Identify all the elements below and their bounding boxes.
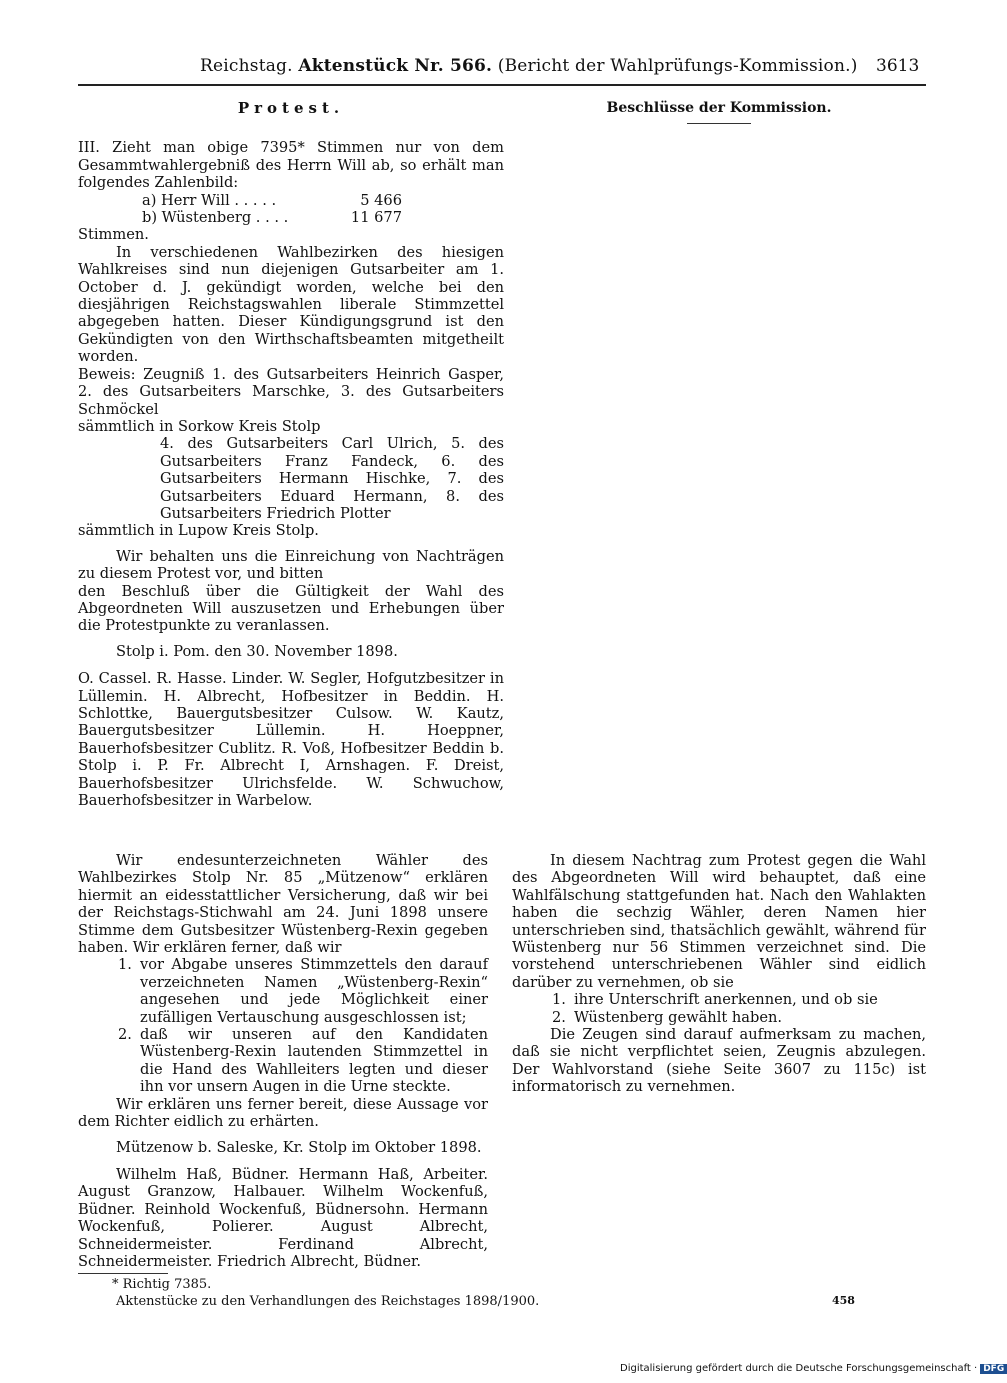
- vote-value: 5 466: [360, 191, 402, 209]
- vote-value: 11 677: [350, 209, 402, 227]
- beweis-1-location: sämmtlich in Sorkow Kreis Stolp: [78, 417, 321, 435]
- stimmen-label: Stimmen.: [78, 226, 149, 244]
- nachtrag-place-date: Mützenow b. Saleske, Kr. Stolp im Oktober 1898.: [116, 1138, 482, 1156]
- header-rule: [78, 84, 926, 86]
- vote-row: [142, 209, 402, 226]
- list-item: [118, 956, 488, 1026]
- nachtrag-eid-paragraph: Wir erklären uns ferner bereit, diese Aussage vor dem Richter eidlich zu erhärten.: [78, 1095, 488, 1131]
- dfg-credit: [620, 1363, 1007, 1374]
- header-suffix: (Bericht der Wahlprüfungs-Kommission.): [492, 56, 858, 76]
- bitten-text: den Beschluß über die Gültigkeit der Wahl des Abgeordneten Will auszusetzen und Erhebungen über die Protestpunkte zu veranlassen.: [78, 582, 504, 635]
- list-text: ihre Unterschrift anerkennen, und ob sie: [574, 991, 878, 1009]
- nachtrag-signatures: Wilhelm Haß, Büdner. Hermann Haß, Arbeiter. August Granzow, Halbauer. Wilhelm Wockenfuß, Büdner. Reinhold Wockenfuß, Büdnersohn. Hermann Wockenfuß, Polierer. August Albrecht, Schneidermeister. Ferdinand Albrecht, Schneidermeister. Friedrich Albrecht, Büdner.: [78, 1165, 488, 1270]
- page-header: [0, 56, 1000, 86]
- page-number: 3613: [876, 56, 920, 76]
- protest-paragraph-nachtraege: Wir behalten uns die Einreichung von Nachträgen zu diesem Protest vor, und bitten: [78, 547, 504, 583]
- header-title: [200, 56, 858, 76]
- sheet-number: 458: [832, 1294, 855, 1307]
- beweis-2-location: sämmtlich in Lupow Kreis Stolp.: [78, 522, 319, 540]
- protest-signatures: O. Cassel. R. Hasse. Linder. W. Segler, Hofgutzbesitzer in Lüllemin. H. Albrecht, Hofbesitzer in Beddin. H. Schlottke, Bauergutsbesitzer Culsow. W. Kautz, Bauergutsbesitzer Lüllemin. H. Hoeppner, Bauerhofsbesitzer Cublitz. R. Voß, Hofbesitzer Beddin b. Stolp i. P. Fr. Albrecht I, Arnshagen. F. Dreist, Bauerhofsbesitzer Ulrichsfelde. W. Schwuchow, Bauerhofsbesitzer in Warbelow.: [78, 670, 504, 810]
- kommission-list: [552, 991, 926, 1026]
- nachtrag-paragraph: Wir endesunterzeichneten Wähler des Wahlbezirkes Stolp Nr. 85 „Mützenow“ erklären hiermit an eidesstattlicher Versicherung, daß wir bei der Reichstags-Stichwahl am 24. Juni 1898 unsere Stimme dem Gutsbesitzer Wüstenberg-Rexin gegeben haben. Wir erklären ferner, daß wir: [78, 852, 488, 957]
- protest-place-date: Stolp i. Pom. den 30. November 1898.: [116, 642, 398, 660]
- protest-column: [78, 100, 504, 809]
- beweis-2: 4. des Gutsarbeiters Carl Ulrich, 5. des Gutsarbeiters Franz Fandeck, 6. des Gutsarbeiters Hermann Hischke, 7. des Gutsarbeiters Eduard Hermann, 8. des Gutsarbeiters Friedrich Plotter: [160, 435, 504, 522]
- header-prefix: Reichstag.: [200, 56, 299, 76]
- vote-label: b) Wüstenberg . . . .: [142, 209, 289, 227]
- footnote: * Richtig 7385.: [112, 1277, 212, 1292]
- kommission-zeugen-paragraph: Die Zeugen sind darauf aufmerksam zu machen, daß sie nicht verpflichtet seien, Zeugnis abzulegen. Der Wahlvorstand (siehe Seite 3607 zu 115c) ist informatorisch zu vernehmen.: [512, 1026, 926, 1096]
- footnote-rule: [78, 1273, 168, 1274]
- protest-paragraph-iii: III. Zieht man obige 7395* Stimmen nur von dem Gesammtwahlergebniß des Herrn Will ab, so erhält man folgendes Zahlenbild:: [78, 139, 504, 192]
- list-number: 2.: [118, 1026, 132, 1044]
- nachtrag-list: [118, 956, 488, 1095]
- dfg-credit-text: Digitalisierung gefördert durch die Deutsche Forschungsgemeinschaft ·: [620, 1363, 978, 1374]
- footer-source: Aktenstücke zu den Verhandlungen des Reichstages 1898/1900.: [116, 1294, 540, 1309]
- list-item: [118, 1026, 488, 1096]
- kommission-paragraph: In diesem Nachtrag zum Protest gegen die Wahl des Abgeordneten Will wird behauptet, daß eine Wahlfälschung stattgefunden hat. Nach den Wahlakten haben die sechzig Wähler, deren Namen hier unterschrieben sind, thatsächlich gewählt, während für Wüstenberg nur 56 Stimmen verzeichnet sind. Die vorstehend unterschriebenen Wähler sind eidlich darüber zu vernehmen, ob sie: [512, 852, 926, 991]
- list-text: Wüstenberg gewählt haben.: [574, 1008, 782, 1026]
- list-text: daß wir unseren auf den Kandidaten Wüstenberg-Rexin lautenden Stimmzettel in die Hand des Wahlleiters legten und dieser ihn vor unsern Augen in die Urne steckte.: [140, 1026, 488, 1096]
- list-item: [552, 1009, 926, 1026]
- header-akt: Aktenstück Nr. 566.: [298, 56, 493, 76]
- beschluesse-column: [512, 100, 926, 124]
- list-number: 2.: [552, 1008, 566, 1026]
- kommission-column: [512, 852, 926, 1096]
- list-text: vor Abgabe unseres Stimmzettels den darauf verzeichneten Namen „Wüstenberg-Rexin“ angesehen und jede Möglichkeit einer zufälligen Vertauschung ausgeschlossen ist;: [140, 956, 488, 1026]
- nachtrag-column: [78, 852, 488, 1270]
- list-number: 1.: [552, 991, 566, 1009]
- protest-paragraph-kuendigung: In verschiedenen Wahlbezirken des hiesigen Wahlkreises sind nun diejenigen Gutsarbeiter am 1. October d. J. gekündigt worden, welche bei den diesjährigen Reichstagswahlen liberale Stimmzettel abgegeben hatten. Dieser Kündigungsgrund ist den Gekündigten von den Wirthschaftsbeamten mitgetheilt worden.: [78, 243, 504, 366]
- heading-rule: [687, 123, 751, 124]
- beweis-1: Beweis: Zeugniß 1. des Gutsarbeiters Heinrich Gasper, 2. des Gutsarbeiters Marschke, 3. des Gutsarbeiters Schmöckel: [78, 365, 504, 418]
- list-number: 1.: [118, 956, 132, 974]
- protest-heading: Protest.: [237, 99, 345, 117]
- vote-row: [142, 192, 402, 209]
- vote-label: a) Herr Will . . . . .: [142, 191, 277, 209]
- list-item: [552, 991, 926, 1008]
- dfg-logo-icon: DFG: [980, 1364, 1007, 1374]
- beschluesse-heading: Beschlüsse der Kommission.: [606, 100, 832, 116]
- vote-table: [142, 192, 504, 227]
